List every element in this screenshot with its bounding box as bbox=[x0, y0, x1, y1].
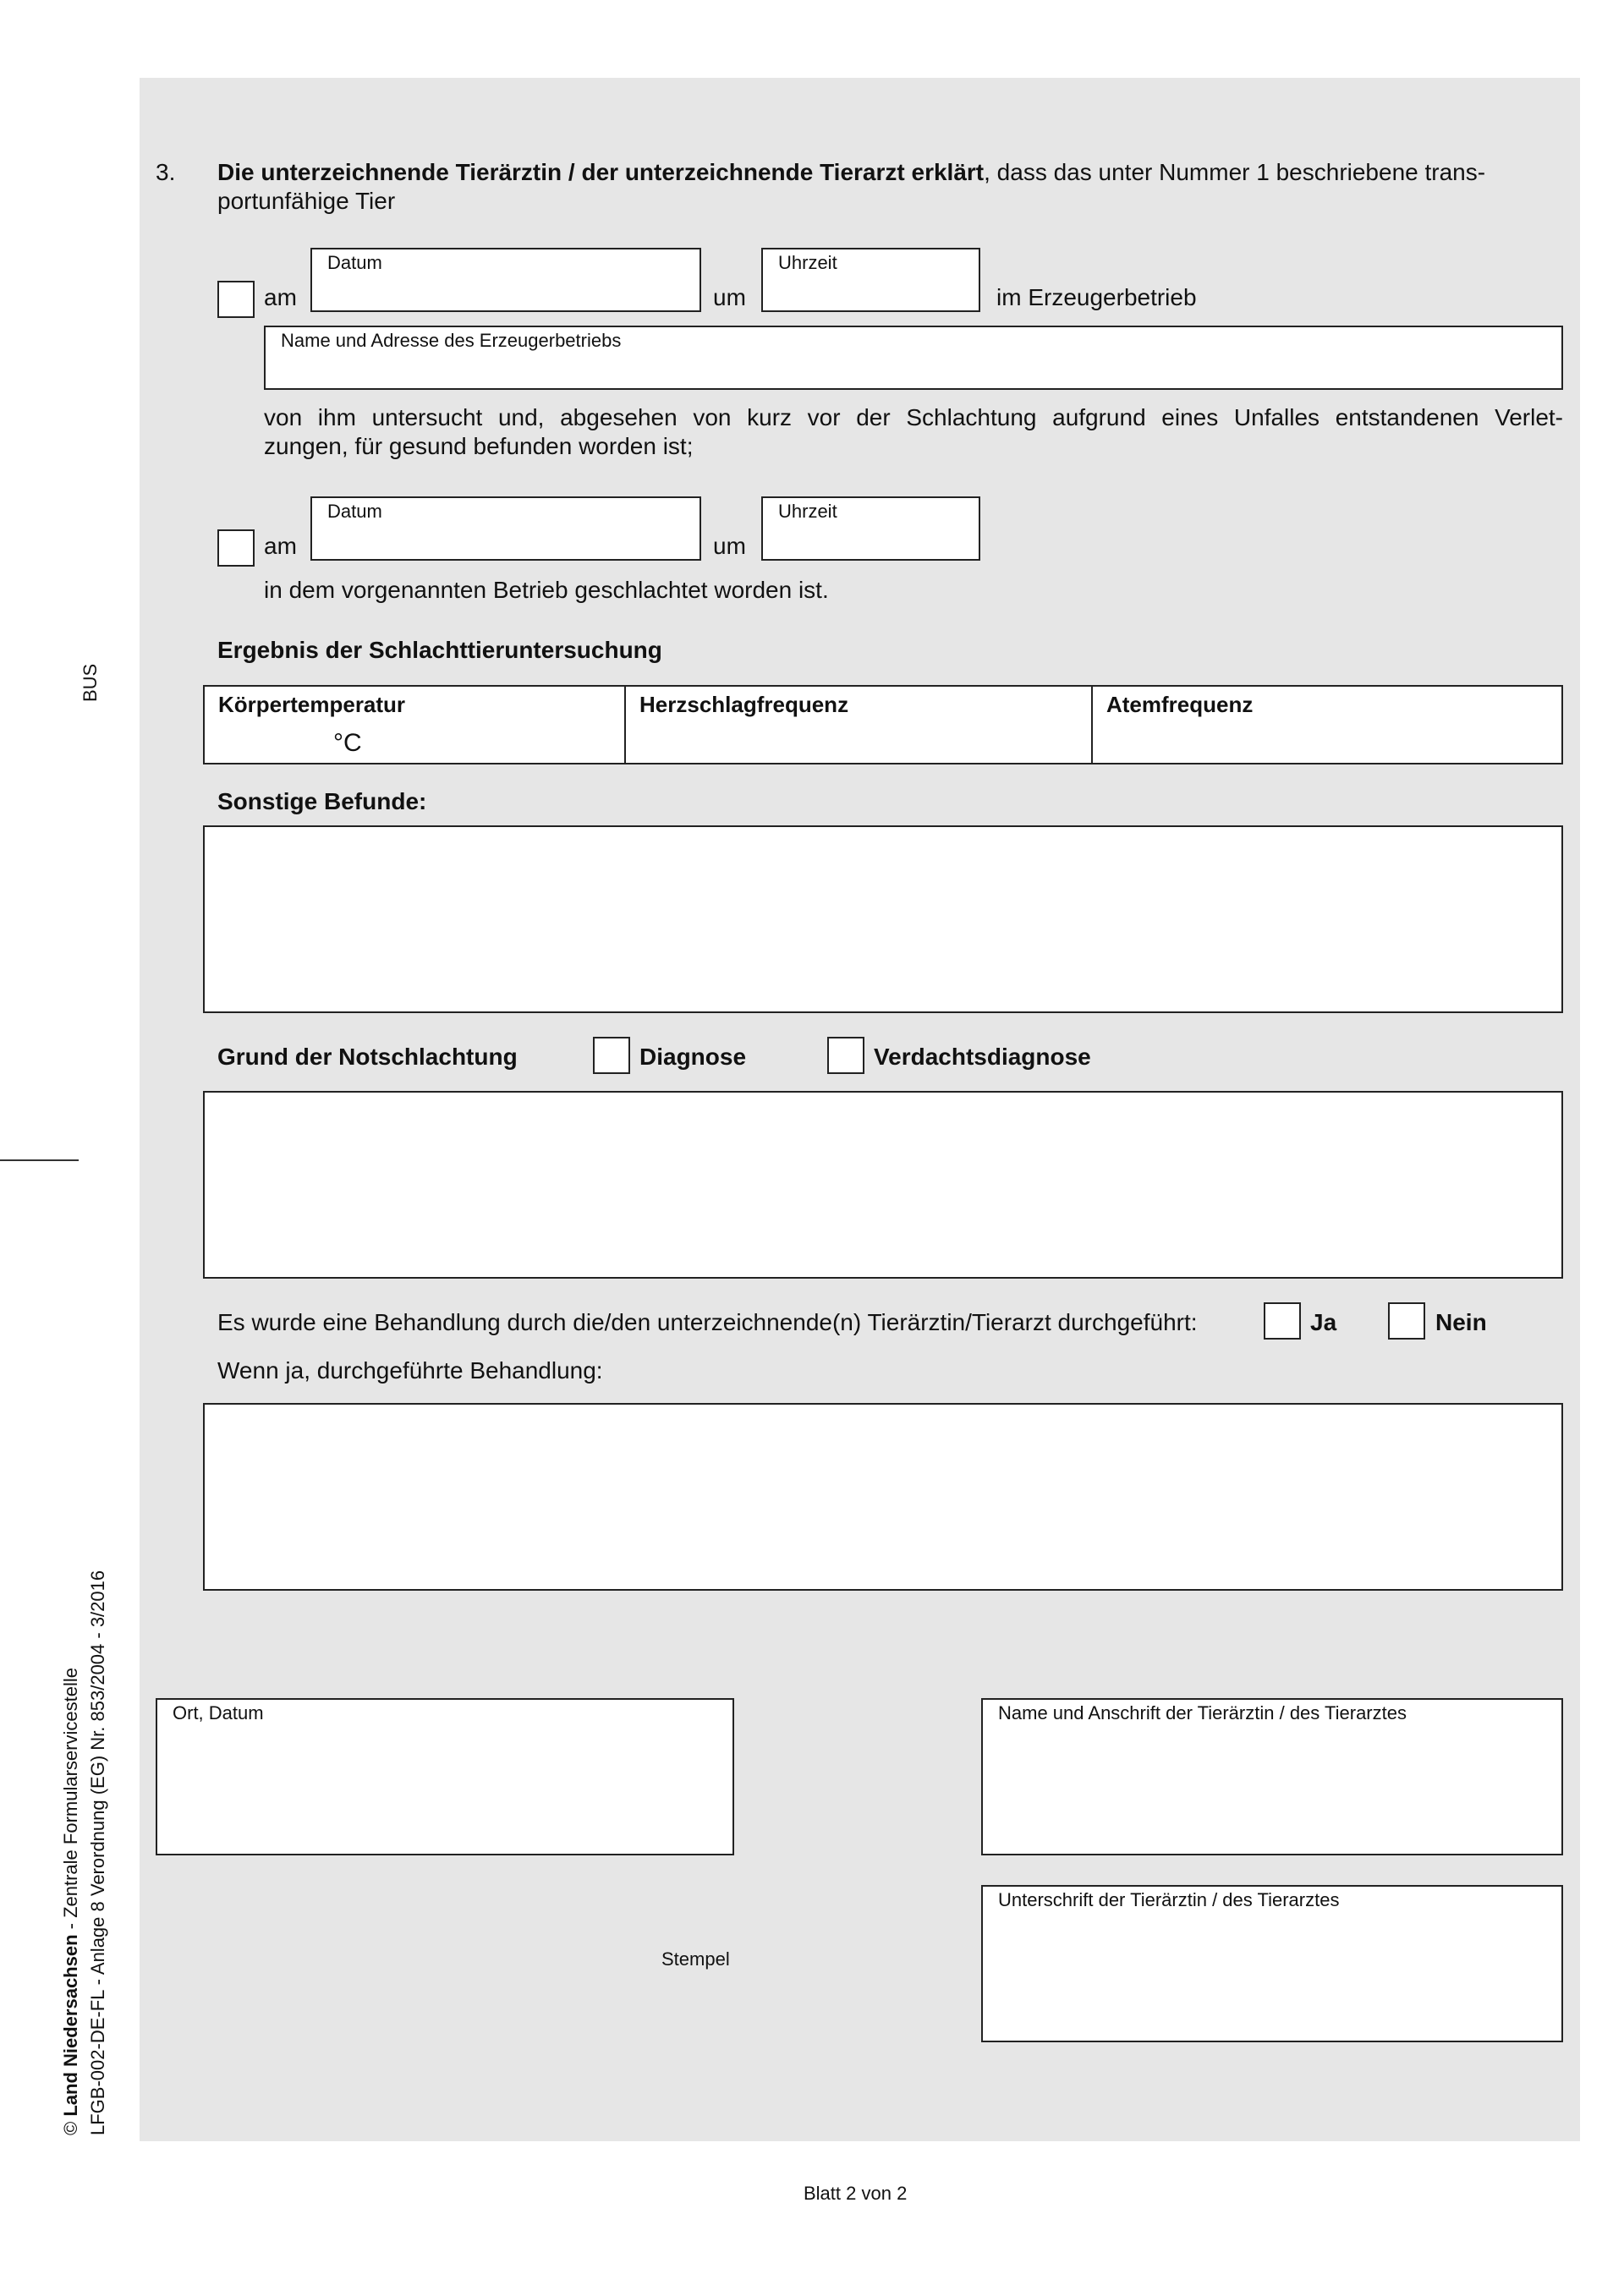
stamp-label: Stempel bbox=[661, 1948, 730, 1970]
treatment-yes-label: Ja bbox=[1310, 1309, 1337, 1335]
copyright-rest: - Zentrale Formularservicestelle bbox=[60, 1668, 81, 1935]
treatment-yes-checkbox[interactable] bbox=[1264, 1302, 1301, 1340]
copyright-line bbox=[59, 1668, 83, 2135]
treatment-if-yes-label: Wenn ja, durchgeführte Behandlung: bbox=[217, 1357, 603, 1384]
vet-name-address-label: Name und Anschrift der Tierärztin / des Tierarztes bbox=[998, 1702, 1407, 1723]
examination-heading: Ergebnis der Schlachttieruntersuchung bbox=[217, 637, 662, 663]
bus-label: BUS bbox=[80, 663, 101, 702]
am-label-2: am bbox=[264, 533, 297, 559]
producer-label: Name und Adresse des Erzeugerbetriebs bbox=[281, 330, 622, 351]
celsius-unit: °C bbox=[333, 729, 362, 757]
date-field-1[interactable] bbox=[310, 248, 701, 312]
treatment-question: Es wurde eine Behandlung durch die/den unterzeichnende(n) Tierärztin/Tierarzt durchgeführt: bbox=[217, 1309, 1198, 1335]
examined-text-line2: zungen, für gesund befunden worden ist; bbox=[264, 433, 694, 459]
heart-rate-header: Herzschlagfrequenz bbox=[639, 692, 849, 717]
vet-name-address-field[interactable] bbox=[981, 1698, 1563, 1855]
reason-textarea[interactable] bbox=[203, 1091, 1563, 1279]
section-intro-line1 bbox=[217, 158, 1485, 187]
respiratory-rate-header: Atemfrequenz bbox=[1106, 692, 1254, 717]
date-field-2[interactable] bbox=[310, 496, 701, 561]
slaughtered-checkbox[interactable] bbox=[217, 529, 255, 567]
section-intro-bold: Die unterzeichnende Tierärztin / der unterzeichnende Tierarzt erklärt bbox=[217, 159, 985, 185]
time-label-2: Uhrzeit bbox=[778, 501, 837, 522]
section-number: 3. bbox=[156, 159, 176, 185]
form-id-line: LFGB-002-DE-FL - Anlage 8 Verordnung (EG) Nr. 853/2004 - 3/2016 bbox=[87, 1570, 108, 2135]
time-field-2[interactable] bbox=[761, 496, 980, 561]
margin-rule bbox=[0, 1159, 79, 1161]
respiratory-rate-cell[interactable] bbox=[1093, 687, 1561, 763]
diagnose-label: Diagnose bbox=[639, 1044, 747, 1070]
date-label-2: Datum bbox=[327, 501, 382, 522]
page-number: Blatt 2 von 2 bbox=[804, 2183, 908, 2204]
verdachtsdiagnose-checkbox[interactable] bbox=[827, 1037, 864, 1074]
findings-label: Sonstige Befunde: bbox=[217, 788, 427, 814]
verdachtsdiagnose-label: Verdachtsdiagnose bbox=[874, 1044, 1091, 1070]
date-label: Datum bbox=[327, 252, 382, 273]
examined-checkbox[interactable] bbox=[217, 281, 255, 318]
body-temperature-cell[interactable] bbox=[205, 687, 626, 763]
treatment-no-label: Nein bbox=[1435, 1309, 1487, 1335]
am-label: am bbox=[264, 284, 297, 310]
place-date-label: Ort, Datum bbox=[173, 1702, 264, 1723]
copyright-symbol: © bbox=[60, 2121, 81, 2135]
heart-rate-cell[interactable] bbox=[626, 687, 1093, 763]
treatment-textarea[interactable] bbox=[203, 1403, 1563, 1591]
copyright-org: Land Niedersachsen bbox=[60, 1934, 81, 2117]
um-label-2: um bbox=[713, 533, 746, 559]
um-label: um bbox=[713, 284, 746, 310]
time-field-1[interactable] bbox=[761, 248, 980, 312]
place-date-field[interactable] bbox=[156, 1698, 734, 1855]
section-intro-rest: , dass das unter Nummer 1 beschriebene trans- bbox=[984, 159, 1486, 185]
reason-label: Grund der Notschlachtung bbox=[217, 1044, 518, 1070]
time-label: Uhrzeit bbox=[778, 252, 837, 273]
body-temperature-header: Körpertemperatur bbox=[218, 692, 406, 717]
slaughtered-text: in dem vorgenannten Betrieb geschlachtet worden ist. bbox=[264, 577, 829, 603]
producer-name-address-field[interactable] bbox=[264, 326, 1563, 390]
treatment-no-checkbox[interactable] bbox=[1388, 1302, 1425, 1340]
findings-textarea[interactable] bbox=[203, 825, 1563, 1013]
examination-table bbox=[203, 685, 1563, 764]
section-intro-line2: portunfähige Tier bbox=[217, 188, 396, 214]
examined-text-line1: von ihm untersucht und, abgesehen von kurz vor der Schlachtung aufgrund eines Unfalles entstandenen Verlet- bbox=[264, 404, 1563, 430]
vet-signature-label: Unterschrift der Tierärztin / des Tierarztes bbox=[998, 1889, 1340, 1910]
diagnose-checkbox[interactable] bbox=[593, 1037, 630, 1074]
im-erzeugerbetrieb-label: im Erzeugerbetrieb bbox=[996, 284, 1197, 310]
vet-signature-field[interactable] bbox=[981, 1885, 1563, 2042]
